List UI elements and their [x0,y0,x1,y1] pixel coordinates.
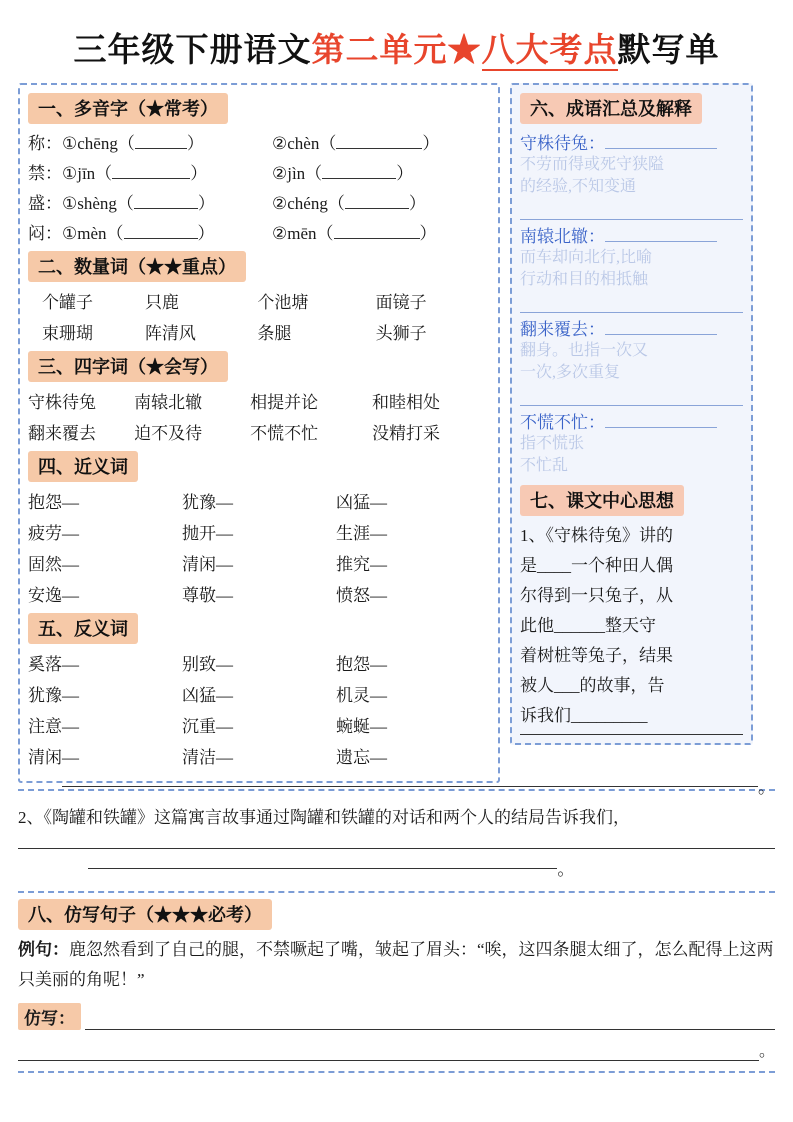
synonym-row [28,580,490,611]
polyphone-char: 盛： [28,194,62,213]
idiom-item [520,222,743,313]
polyphone-blank[interactable] [124,223,198,239]
idiom-name: 翻来覆去： [520,320,605,339]
polyphone-a: ①mèn（ [62,224,124,243]
right-column [510,83,753,745]
maintheme-q2-text: 2、《陶罐和铁罐》这篇寓言故事通过陶罐和铁罐的对话和两个人的结局告诉我们， [18,808,630,827]
antonym-cell: 犹豫— [28,686,79,705]
antonym-cell: 注意— [28,717,79,736]
section-heading-imitate: 八、仿写句子（★★★必考） [18,899,272,930]
antonym-cell: 抱怨— [336,655,387,674]
polyphone-blank[interactable] [334,223,420,239]
antonym-row [28,711,490,742]
idiom-blank[interactable] [605,412,717,428]
polyphone-a-end: ） [186,134,204,153]
idiom-name: 不慌不忙： [520,413,605,432]
fourchar-cell: 守株待兔 [28,393,96,412]
polyphone-a-end: ） [197,224,215,243]
polyphone-a: ①jīn（ [62,164,113,183]
polyphone-blank[interactable] [112,163,190,179]
antonym-row [28,742,490,773]
synonym-cell: 凶猛— [336,493,387,512]
idiom-blank[interactable] [605,226,717,242]
imitate-write-row [18,1003,775,1030]
fourchar-row [28,418,490,449]
idiom-ghost: 的经验,不知变通 [520,178,637,195]
main-columns [18,83,775,783]
idiom-ghost: 不忙乱 [520,457,569,474]
idiom-ghost: 指不慌张 [520,435,585,452]
synonym-cell: 推究— [336,555,387,574]
idiom-blank-line[interactable] [520,199,743,220]
antonym-cell: 清闲— [28,748,79,767]
polyphone-b-end: ） [422,134,440,153]
polyphone-b-end: ） [396,164,414,183]
maintheme-line: 1、《守株待兔》讲的 [520,526,673,545]
polyphone-blank[interactable] [336,133,422,149]
polyphone-a: ①chēng（ [62,134,135,153]
polyphone-char: 闷： [28,224,62,243]
idiom-item [520,315,743,406]
maintheme-q2-blank[interactable] [18,847,775,849]
polyphone-blank[interactable] [135,133,187,149]
antonym-row [28,680,490,711]
quantifier-cell: 头狮子 [375,324,427,343]
section-heading-polyphone: 一、多音字（★常考） [28,93,228,124]
maintheme-line: 着树桩等兔子，结果 [520,646,673,665]
section-heading-antonym: 五、反义词 [28,613,138,644]
idiom-blank-line[interactable] [520,385,743,406]
synonym-cell: 生涯— [336,524,387,543]
synonym-row [28,487,490,518]
synonym-cell: 犹豫— [182,493,233,512]
polyphone-b: ②mēn（ [272,224,334,243]
imitate-section [18,897,775,1073]
section-heading-maintheme: 七、课文中心思想 [520,485,684,516]
fourchar-cell: 迫不及待 [134,424,203,443]
maintheme-line: 此他______整天守 [520,616,656,635]
quantifier-cell: 个池塘 [257,293,309,312]
title-part3: 八大考点 [481,33,618,69]
synonym-cell: 抛开— [182,524,233,543]
idiom-item [520,129,743,220]
fourchar-cell: 和睦相处 [372,393,441,412]
imitate-example-text: 鹿忽然看到了自己的腿，不禁噘起了嘴，皱起了眉头：“唉，这四条腿太细了，怎么配得上这两只美丽的角呢！” [18,940,774,989]
idiom-name: 守株待兔： [520,134,605,153]
maintheme-line: 是____一个种田人偶 [520,556,673,575]
polyphone-a-end: ） [190,164,208,183]
polyphone-a-end: ） [197,194,215,213]
polyphone-blank[interactable] [134,193,198,209]
synonym-cell: 清闲— [182,555,233,574]
section-heading-synonym: 四、近义词 [28,451,138,482]
quantifier-cell: 个罐子 [42,293,93,312]
imitate-write-input-2[interactable] [18,1040,759,1061]
maintheme-q1 [520,521,743,735]
quantifier-cell: 阵清风 [144,324,196,343]
idiom-ghost: 而车却向北行,比喻 [520,249,653,266]
antonym-cell: 机灵— [336,686,387,705]
section-heading-idioms: 六、成语汇总及解释 [520,93,702,124]
imitate-write-label: 仿写： [18,1003,81,1030]
imitate-tail: 。 [758,1043,775,1060]
fourchar-row [28,387,490,418]
maintheme-q1-tail-row [18,773,775,803]
polyphone-row [28,129,490,159]
polyphone-blank[interactable] [345,193,409,209]
title-part1: 三年级下册语文 [73,33,312,69]
antonym-cell: 奚落— [28,655,79,674]
idiom-blank-line[interactable] [520,292,743,313]
maintheme-q2 [18,803,775,885]
synonym-cell: 抱怨— [28,493,79,512]
maintheme-line: 被人___的故事，告 [520,676,665,695]
polyphone-b: ②chéng（ [272,194,345,213]
idiom-blank[interactable] [605,133,717,149]
page-title [18,24,775,71]
quantifier-cell: 只鹿 [144,293,179,312]
synonym-row [28,549,490,580]
polyphone-row [28,189,490,219]
polyphone-char: 禁： [28,164,62,183]
left-column [18,83,500,783]
polyphone-char: 称： [28,134,62,153]
fourchar-cell: 翻来覆去 [28,424,96,443]
quantifier-cell: 束珊瑚 [42,324,93,343]
polyphone-row [28,219,490,249]
idiom-item [520,408,743,477]
title-star: ★ [447,33,482,69]
polyphone-b-end: ） [408,194,426,213]
idiom-ghost: 翻身。也指一次又 [520,342,649,359]
antonym-cell: 沉重— [182,717,233,736]
idiom-box [510,83,753,745]
antonym-cell: 别致— [182,655,233,674]
idiom-ghost: 行动和目的相抵触 [520,271,649,288]
fourchar-cell: 南辕北辙 [134,393,203,412]
fourchar-cell: 没精打采 [372,424,441,443]
fourchar-cell: 相提并论 [250,393,319,412]
maintheme-line: 尔得到一只兔子，从 [520,586,673,605]
synonym-cell: 尊敬— [182,586,233,605]
fourchar-cell: 不慌不忙 [250,424,319,443]
title-part4: 默写单 [617,33,720,69]
title-part2: 第二单元 [311,33,448,69]
quantifier-row [28,318,490,349]
maintheme-q1-tail: 。 [758,778,775,797]
section-heading-quantifier: 二、数量词（★★重点） [28,251,246,282]
maintheme-q2-tail: 。 [557,860,575,879]
maintheme-blank-line[interactable] [520,733,743,735]
quantifier-row [28,287,490,318]
idiom-blank[interactable] [605,319,717,335]
polyphone-b: ②chèn（ [272,134,337,153]
left-content-box [18,83,500,783]
imitate-tail-row [18,1038,775,1061]
polyphone-a: ①shèng（ [62,194,134,213]
maintheme-line: 诉我们_________ [520,706,648,725]
antonym-cell: 蜿蜒— [336,717,387,736]
idiom-ghost: 一次,多次重复 [520,364,621,381]
synonym-cell: 疲劳— [28,524,79,543]
imitate-write-input[interactable] [85,1009,775,1030]
polyphone-b-end: ） [419,224,437,243]
polyphone-blank[interactable] [322,163,396,179]
antonym-row [28,649,490,680]
quantifier-cell: 条腿 [257,324,292,343]
polyphone-row [28,159,490,189]
polyphone-b: ②jìn（ [272,164,323,183]
imitate-example [18,935,775,995]
idiom-name: 南辕北辙： [520,227,605,246]
imitate-example-label: 例句： [18,940,69,959]
antonym-cell: 凶猛— [182,686,233,705]
antonym-cell: 遗忘— [336,748,387,767]
synonym-cell: 固然— [28,555,79,574]
synonym-cell: 安逸— [28,586,79,605]
quantifier-cell: 面镜子 [375,293,427,312]
dashed-separator [18,891,775,893]
idiom-ghost: 不劳而得或死守狭隘 [520,156,665,173]
dashed-separator [18,1071,775,1073]
section-heading-fourchar: 三、四字词（★会写） [28,351,228,382]
antonym-cell: 清洁— [182,748,233,767]
synonym-row [28,518,490,549]
synonym-cell: 愤怒— [336,586,387,605]
